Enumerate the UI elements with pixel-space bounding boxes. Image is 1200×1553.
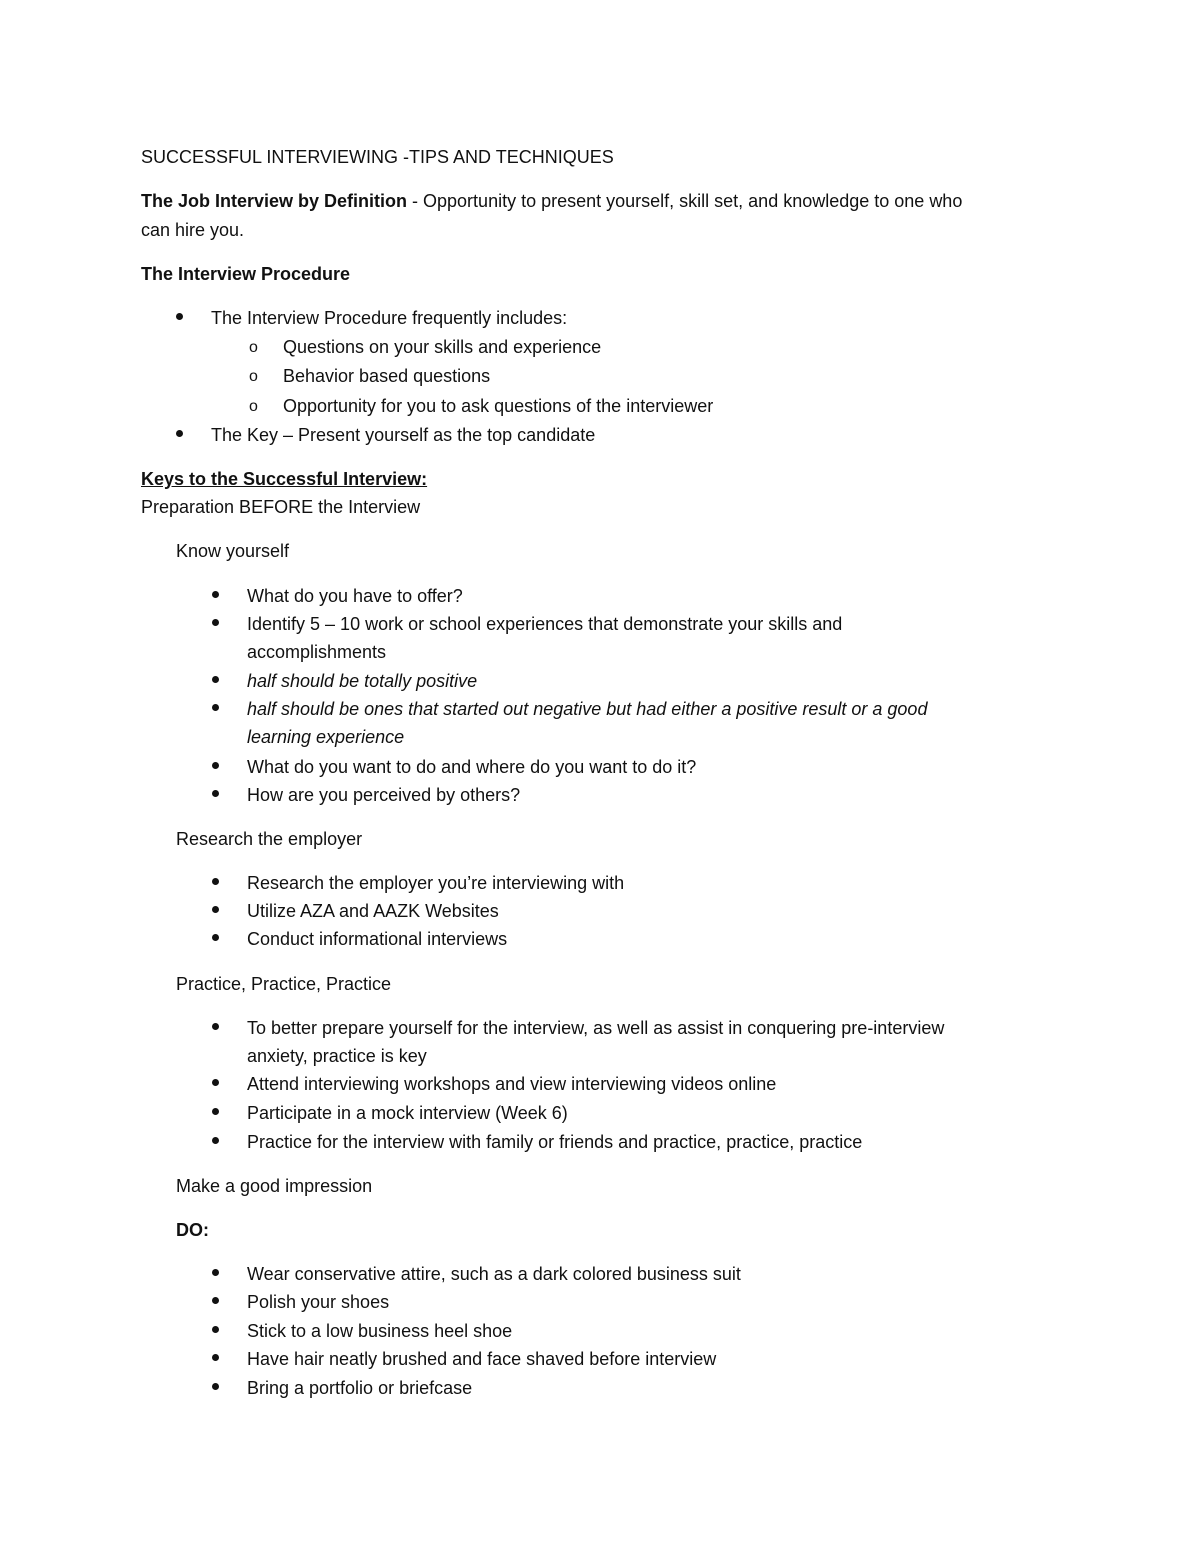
list-item: Polish your shoes [247, 1292, 390, 1312]
bullet-icon [212, 1326, 219, 1333]
list-item: Attend interviewing workshops and view interviewing videos online [247, 1074, 777, 1094]
bullet-icon [212, 591, 219, 598]
bullet-icon [212, 1023, 219, 1030]
bullet-icon [212, 1108, 219, 1115]
list-item-continuation: accomplishments [247, 642, 387, 662]
do-label: DO: [176, 1220, 209, 1240]
bullet-icon [212, 1297, 219, 1304]
definition-text: - Opportunity to present yourself, skill set, and knowledge to one who [407, 191, 963, 211]
bullet-icon [212, 676, 219, 683]
procedure-item: The Interview Procedure frequently includes: [211, 308, 568, 328]
definition-line-1 [141, 192, 962, 210]
list-item: How are you perceived by others? [247, 785, 521, 805]
bullet-icon [212, 790, 219, 797]
list-item: What do you want to do and where do you want to do it? [247, 757, 697, 777]
circle-bullet-icon: o [249, 368, 258, 385]
list-item: Have hair neatly brushed and face shaved before interview [247, 1349, 717, 1369]
circle-bullet-icon: o [249, 398, 258, 415]
bullet-icon [212, 1383, 219, 1390]
list-item-continuation: learning experience [247, 727, 405, 747]
procedure-heading: The Interview Procedure [141, 264, 351, 284]
bullet-icon [212, 1269, 219, 1276]
definition-line-2: can hire you. [141, 220, 245, 240]
bullet-icon [212, 934, 219, 941]
circle-bullet-icon: o [249, 339, 258, 356]
impression-heading: Make a good impression [176, 1176, 373, 1196]
keys-subheading: Preparation BEFORE the Interview [141, 497, 421, 517]
bullet-icon [212, 1354, 219, 1361]
list-item: Practice for the interview with family or friends and practice, practice, practice [247, 1132, 863, 1152]
list-item: What do you have to offer? [247, 586, 463, 606]
practice-heading: Practice, Practice, Practice [176, 974, 392, 994]
list-item: Conduct informational interviews [247, 929, 508, 949]
procedure-subitem: Opportunity for you to ask questions of the interviewer [283, 396, 714, 416]
list-item: Wear conservative attire, such as a dark colored business suit [247, 1264, 741, 1284]
list-item: Participate in a mock interview (Week 6) [247, 1103, 568, 1123]
list-item: half should be ones that started out negative but had either a positive result or a good [247, 699, 928, 719]
keys-heading: Keys to the Successful Interview: [141, 469, 428, 489]
procedure-item: The Key – Present yourself as the top candidate [211, 425, 596, 445]
bullet-icon [212, 704, 219, 711]
list-item: Stick to a low business heel shoe [247, 1321, 513, 1341]
research-heading: Research the employer [176, 829, 363, 849]
list-item-continuation: anxiety, practice is key [247, 1046, 427, 1066]
list-item: Identify 5 – 10 work or school experiences that demonstrate your skills and [247, 614, 843, 634]
procedure-subitem: Behavior based questions [283, 366, 491, 386]
list-item: Research the employer you’re interviewing with [247, 873, 625, 893]
bullet-icon [212, 906, 219, 913]
bullet-icon [212, 878, 219, 885]
procedure-subitem: Questions on your skills and experience [283, 337, 602, 357]
list-item: To better prepare yourself for the interview, as well as assist in conquering pre-interview [247, 1018, 945, 1038]
list-item: Bring a portfolio or briefcase [247, 1378, 473, 1398]
list-item: half should be totally positive [247, 671, 478, 691]
document-title: SUCCESSFUL INTERVIEWING -TIPS AND TECHNIQUES [141, 147, 614, 167]
bullet-icon [212, 619, 219, 626]
know-yourself-heading: Know yourself [176, 541, 290, 561]
bullet-icon [212, 1137, 219, 1144]
bullet-icon [212, 1079, 219, 1086]
bullet-icon [176, 430, 183, 437]
bullet-icon [212, 762, 219, 769]
list-item: Utilize AZA and AAZK Websites [247, 901, 499, 921]
bullet-icon [176, 313, 183, 320]
definition-term: The Job Interview by Definition [141, 191, 408, 211]
